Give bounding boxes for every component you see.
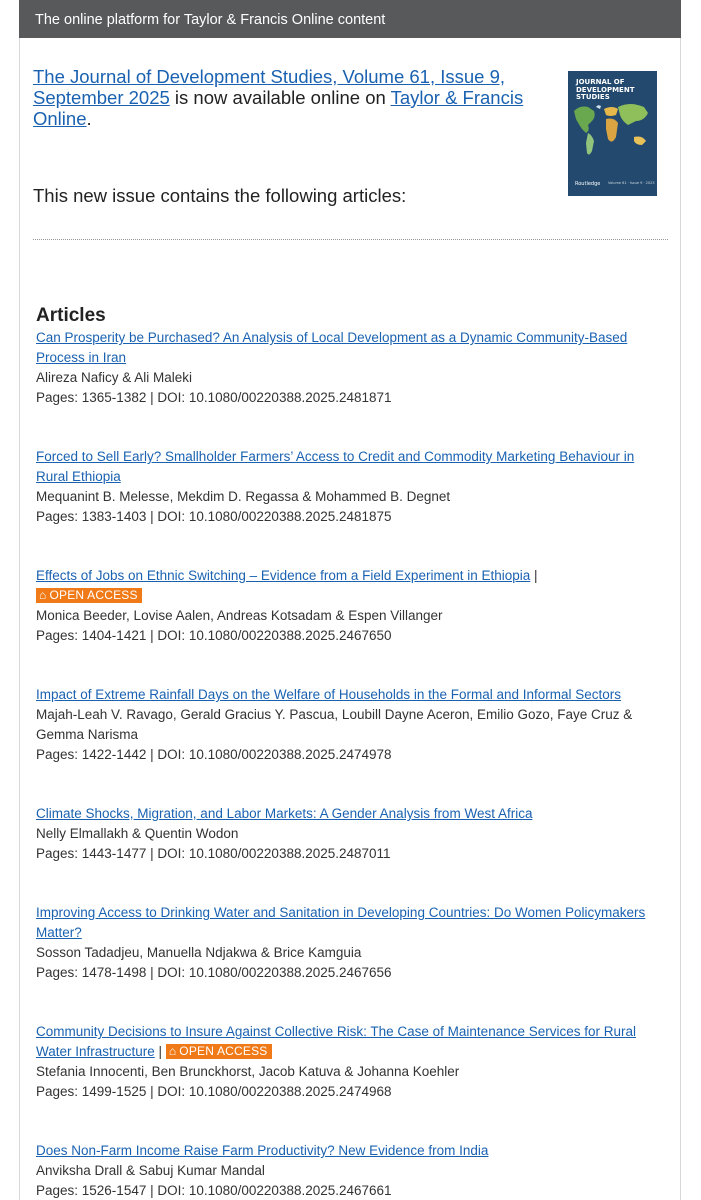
articles-heading: Articles bbox=[36, 305, 106, 326]
article-pages-doi: Pages: 1443-1477 | DOI: 10.1080/00220388.2025.2487011 bbox=[36, 846, 391, 861]
article-pages-doi: Pages: 1422-1442 | DOI: 10.1080/00220388.2025.2474978 bbox=[36, 747, 392, 762]
article-authors: Sosson Tadadjeu, Manuella Ndjakwa & Brice Kamguia bbox=[36, 945, 362, 960]
title-separator: | bbox=[154, 1044, 163, 1059]
article-title-link[interactable]: Improving Access to Drinking Water and Sanitation in Developing Countries: Do Women Policymakers Matter? bbox=[36, 905, 646, 940]
article-authors: Mequanint B. Melesse, Mekdim D. Regassa & Mohammed B. Degnet bbox=[36, 489, 451, 504]
article-title-link[interactable]: Does Non-Farm Income Raise Farm Productivity? New Evidence from India bbox=[36, 1143, 489, 1158]
open-access-label: OPEN ACCESS bbox=[49, 588, 138, 602]
open-lock-icon: ⌂ bbox=[39, 588, 47, 602]
journal-issue-link[interactable]: The Journal of Development Studies, Volume 61, Issue 9, September 2025 bbox=[33, 66, 506, 108]
title-separator: | bbox=[530, 568, 538, 583]
platform-header-text: The online platform for Taylor & Francis Online content bbox=[35, 12, 386, 28]
article-pages-doi: Pages: 1383-1403 | DOI: 10.1080/00220388.2025.2481875 bbox=[36, 509, 392, 524]
article-authors: Majah-Leah V. Ravago, Gerald Gracius Y. Pascua, Loubill Dayne Aceron, Emilio Gozo, Faye Cruz & Gemma Narisma bbox=[36, 707, 633, 742]
article-title-link[interactable]: Can Prosperity be Purchased? An Analysis of Local Development as a Dynamic Community-Based Process in Iran bbox=[36, 330, 628, 365]
article-authors: Nelly Elmallakh & Quentin Wodon bbox=[36, 826, 239, 841]
article-pages-doi: Pages: 1526-1547 | DOI: 10.1080/00220388.2025.2467661 bbox=[36, 1183, 392, 1198]
article-item bbox=[36, 1022, 656, 1102]
article-title-link[interactable]: Climate Shocks, Migration, and Labor Markets: A Gender Analysis from West Africa bbox=[36, 806, 533, 821]
article-pages-doi: Pages: 1499-1525 | DOI: 10.1080/00220388.2025.2474968 bbox=[36, 1084, 392, 1099]
announcement-end-text: . bbox=[86, 108, 92, 129]
tandf-online-link[interactable]: Taylor & Francis Online bbox=[33, 87, 524, 129]
open-access-badge[interactable] bbox=[166, 1044, 272, 1059]
article-item bbox=[36, 804, 656, 864]
issue-announcement bbox=[33, 66, 533, 129]
article-pages-doi: Pages: 1404-1421 | DOI: 10.1080/00220388.2025.2467650 bbox=[36, 628, 392, 643]
article-item bbox=[36, 685, 656, 765]
cover-title bbox=[576, 79, 634, 102]
article-item bbox=[36, 328, 656, 408]
cover-title-line3: STUDIES bbox=[576, 93, 610, 101]
article-item bbox=[36, 903, 656, 983]
open-lock-icon: ⌂ bbox=[168, 1044, 177, 1058]
article-title-link[interactable]: Effects of Jobs on Ethnic Switching – Evidence from a Field Experiment in Ethiopia bbox=[36, 568, 531, 583]
cover-title-line2: DEVELOPMENT bbox=[576, 85, 635, 94]
cover-volume-text: Volume 61 · Issue 9 · 2025 bbox=[608, 181, 655, 185]
article-item bbox=[36, 566, 656, 646]
open-access-badge[interactable] bbox=[36, 588, 142, 603]
open-access-label: OPEN ACCESS bbox=[179, 1044, 268, 1058]
journal-cover-image[interactable] bbox=[568, 71, 657, 196]
dotted-divider bbox=[33, 239, 668, 240]
article-item bbox=[36, 447, 656, 527]
announcement-middle-text: is now available online on bbox=[169, 87, 391, 108]
article-authors: Anviksha Drall & Sabuj Kumar Mandal bbox=[36, 1163, 265, 1178]
cover-title-line1: JOURNAL OF bbox=[576, 78, 625, 86]
article-item bbox=[36, 1141, 656, 1200]
platform-header-bar bbox=[19, 0, 681, 38]
article-title-link[interactable]: Forced to Sell Early? Smallholder Farmers’ Access to Credit and Commodity Marketing Behaviour in Rural Ethiopia bbox=[36, 449, 635, 484]
article-authors: Monica Beeder, Lovise Aalen, Andreas Kotsadam & Espen Villanger bbox=[36, 608, 443, 623]
intro-text: This new issue contains the following articles: bbox=[33, 185, 407, 206]
cover-publisher: Routledge bbox=[575, 181, 601, 187]
article-authors: Alireza Naficy & Ali Maleki bbox=[36, 370, 193, 385]
article-title-link[interactable]: Impact of Extreme Rainfall Days on the Welfare of Households in the Formal and Informal Sectors bbox=[36, 687, 622, 702]
article-title-link[interactable]: Community Decisions to Insure Against Collective Risk: The Case of Maintenance Services for Rural Water Infrastructure bbox=[36, 1024, 637, 1059]
article-authors: Stefania Innocenti, Ben Brunckhorst, Jacob Katuva & Johanna Koehler bbox=[36, 1064, 460, 1079]
article-pages-doi: Pages: 1478-1498 | DOI: 10.1080/00220388.2025.2467656 bbox=[36, 965, 392, 980]
article-pages-doi: Pages: 1365-1382 | DOI: 10.1080/00220388.2025.2481871 bbox=[36, 390, 392, 405]
